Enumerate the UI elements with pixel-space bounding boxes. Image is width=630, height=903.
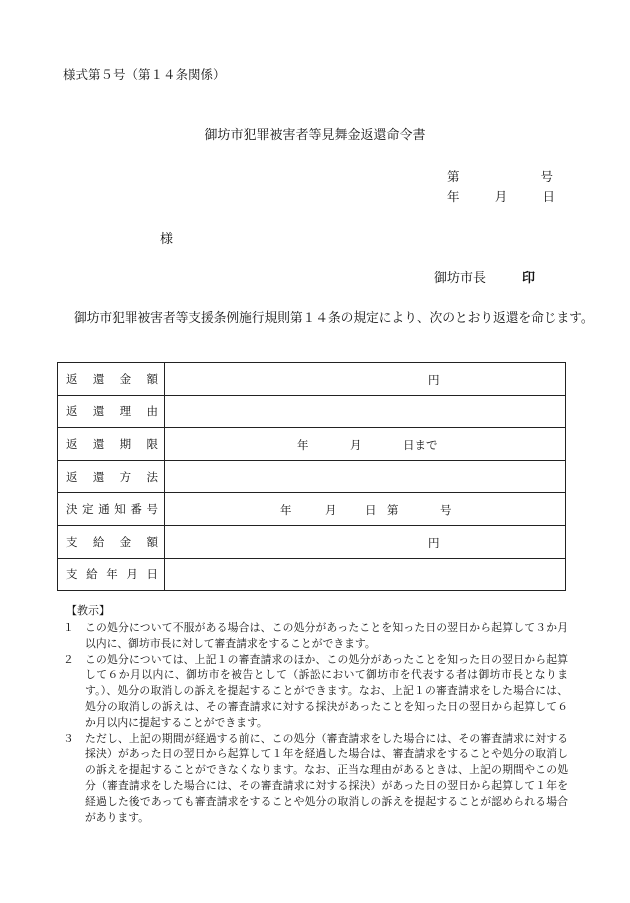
- notice-item: [63, 731, 568, 826]
- label-char: 返: [66, 469, 78, 484]
- row-payment-amount: [58, 525, 566, 558]
- decision-month: 月: [325, 503, 337, 518]
- row-label: [58, 395, 165, 428]
- form-number: 様式第５号（第１４条関係）: [63, 67, 226, 82]
- row-decision-number: [58, 493, 566, 526]
- label-char: 返: [66, 436, 78, 451]
- label-char: 返: [66, 371, 78, 386]
- label-char: 還: [92, 469, 105, 484]
- label-char: 額: [146, 534, 158, 549]
- row-value[interactable]: [165, 493, 566, 526]
- label-char: 還: [92, 404, 105, 419]
- label-char: 額: [146, 371, 158, 386]
- notice-item: [63, 652, 568, 731]
- row-return-reason: [58, 395, 566, 428]
- decision-year: 年: [280, 503, 292, 518]
- row-label: [58, 493, 165, 526]
- doc-date-month: 月: [494, 189, 508, 204]
- row-value[interactable]: [165, 428, 566, 461]
- label-char: 返: [66, 404, 78, 419]
- decision-gou: 号: [440, 503, 452, 518]
- label-char: 限: [146, 436, 158, 451]
- label-char: 日: [146, 567, 158, 582]
- notice-text: ただし、上記の期間が経過する前に、この処分（審査請求をした場合には、その審査請求に対する採決）があった日の翌日から起算して１年を経過した場合は、審査請求をすることや処分の取消しの訴えを提起することができなくなります。なお、正当な理由があるときは、上記の期間やこの処分（審査請求をした場合には、その審査請求に対する採決）があった日の翌日から起算して１年を経過した後であっても審査請求をすることや処分の取消しの訴えを提起することが認められる場合があります。: [85, 731, 568, 824]
- yen-unit: 円: [428, 373, 440, 387]
- label-char: 期: [119, 436, 132, 451]
- deadline-year: 年: [297, 438, 309, 453]
- notice-number: ２: [63, 652, 74, 666]
- label-char: 金: [119, 534, 132, 549]
- notice-number: ３: [63, 731, 74, 745]
- decision-dai: 第: [387, 503, 399, 518]
- notice-item: [63, 620, 568, 652]
- doc-date-day: 日: [542, 189, 555, 204]
- yen-unit: 円: [428, 535, 440, 550]
- label-char: 支: [66, 534, 78, 549]
- recipient-suffix: 様: [160, 232, 174, 247]
- label-char: 金: [119, 371, 132, 386]
- decision-day: 日: [365, 503, 377, 518]
- doc-date-year: 年: [447, 189, 460, 204]
- label-char: 還: [92, 371, 105, 386]
- row-value[interactable]: [165, 460, 566, 493]
- row-label: [58, 525, 165, 558]
- document-date: [447, 187, 555, 205]
- deadline-month: 月: [350, 438, 362, 453]
- row-value[interactable]: [165, 395, 566, 428]
- body-text: 御坊市犯罪被害者等支援条例施行規則第１４条の規定により、次のとおり返還を命じます。: [74, 311, 594, 326]
- document-number: [447, 167, 553, 185]
- row-value[interactable]: [165, 558, 566, 591]
- label-char: 由: [146, 404, 158, 419]
- notice-number: １: [63, 621, 74, 634]
- label-char: 決: [66, 502, 78, 517]
- row-value[interactable]: [165, 363, 566, 396]
- row-return-method: [58, 460, 566, 493]
- doc-number-gou: 号: [540, 169, 553, 184]
- row-return-deadline: [58, 428, 566, 461]
- label-char: 理: [119, 404, 132, 419]
- row-label: [58, 428, 165, 461]
- row-label: [58, 363, 165, 396]
- label-char: 号: [146, 502, 158, 517]
- issuer: [434, 267, 535, 286]
- notice-heading: 【教示】: [66, 604, 110, 617]
- label-char: 方: [119, 469, 132, 484]
- label-char: 番: [130, 502, 142, 517]
- row-value[interactable]: [165, 525, 566, 558]
- notice-text: この処分について不服がある場合は、この処分があったことを知った日の翌日から起算して３か月以内に、御坊市長に対して審査請求をすることができます。: [85, 621, 568, 650]
- row-payment-date: [58, 558, 566, 591]
- doc-number-dai: 第: [447, 169, 460, 184]
- row-label: [58, 460, 165, 493]
- document-title: 御坊市犯罪被害者等見舞金返還命令書: [204, 128, 426, 143]
- seal-mark: 印: [522, 271, 536, 286]
- label-char: 通: [98, 502, 110, 517]
- label-char: 法: [146, 469, 158, 484]
- label-char: 月: [126, 567, 138, 582]
- label-char: 給: [92, 534, 105, 549]
- label-char: 年: [106, 567, 118, 582]
- label-char: 支: [66, 567, 78, 582]
- return-order-table: [57, 362, 566, 591]
- row-label: [58, 558, 165, 591]
- label-char: 定: [82, 502, 94, 517]
- label-char: 知: [114, 502, 126, 517]
- label-char: 給: [86, 567, 98, 582]
- row-return-amount: [58, 363, 566, 396]
- issuer-name: 御坊市長: [434, 271, 487, 286]
- notice-text: この処分については、上記１の審査請求のほか、この処分があったことを知った日の翌日から起算して６か月以内に、御坊市を被告として（訴訟において御坊市を代表する者は御坊市長となります。）、処分の取消しの訴えを提起することができます。なお、上記１の審査請求をした場合には、処分の取消しの訴えは、その審査請求に対する採決があったことを知った日の翌日から起算して６か月以内に提起することができます。: [85, 652, 568, 729]
- deadline-suffix: 日まで: [403, 438, 438, 453]
- label-char: 還: [92, 436, 105, 451]
- notice-list: [63, 620, 568, 825]
